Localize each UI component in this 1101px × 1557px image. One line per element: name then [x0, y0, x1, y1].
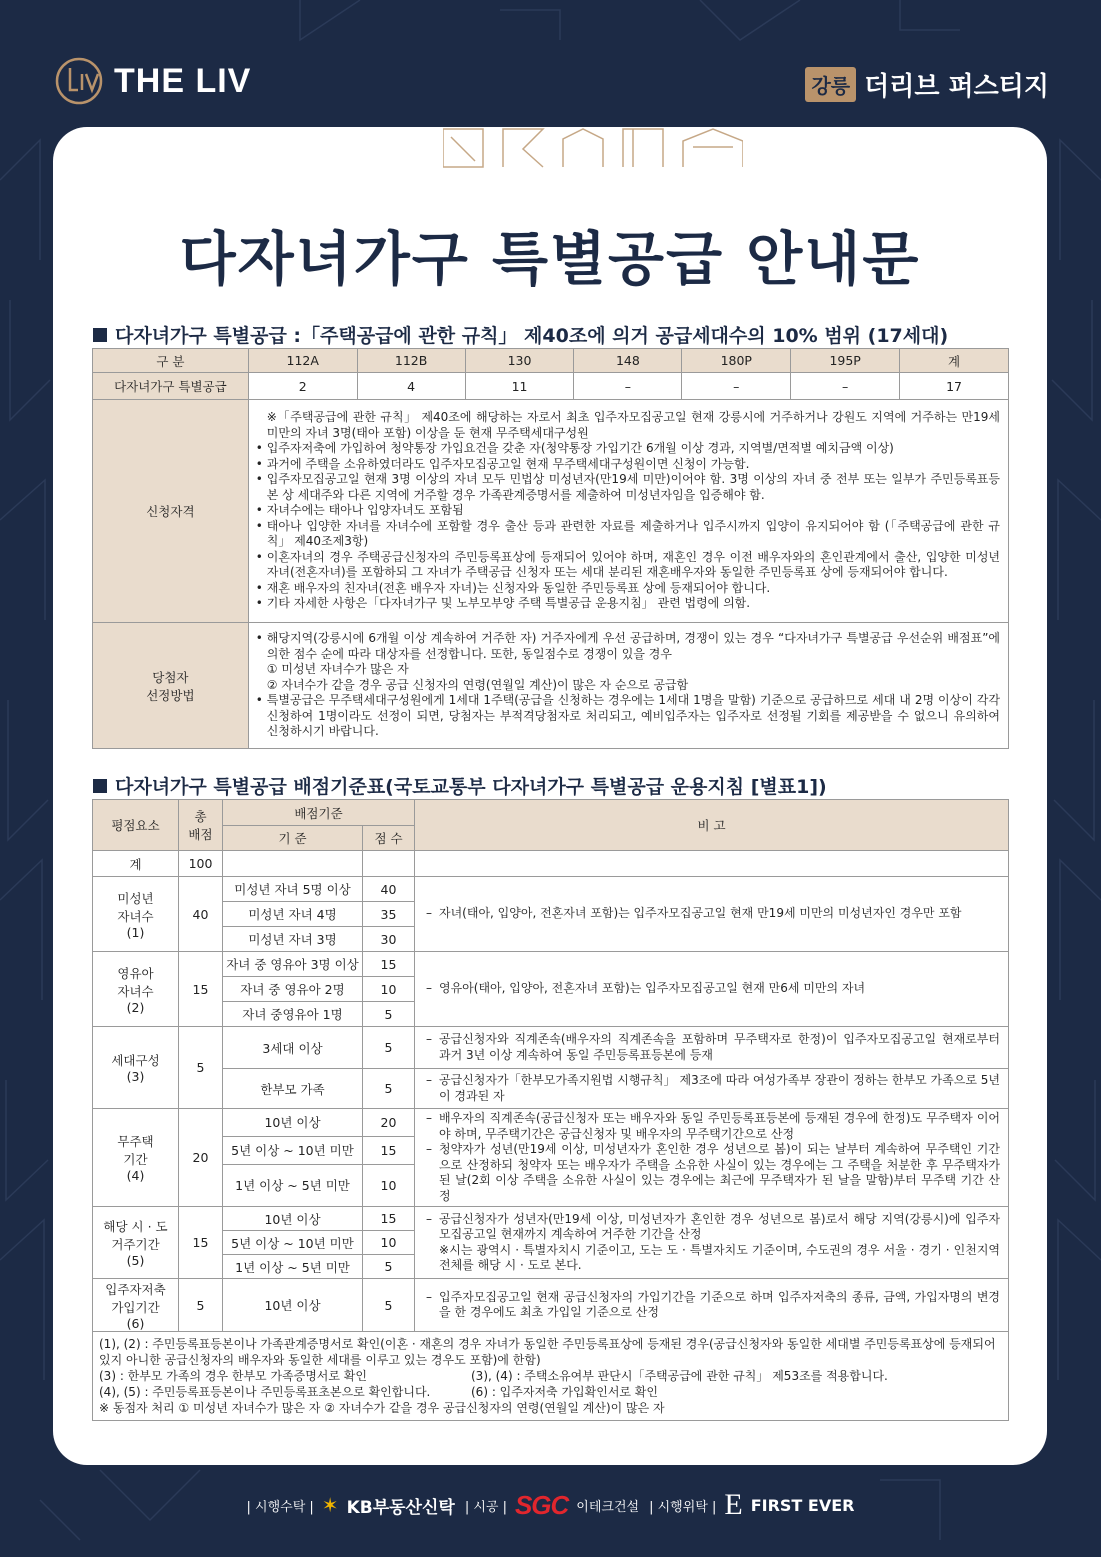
qualification-row [93, 400, 1009, 623]
notice-card [53, 127, 1047, 1465]
winner-subitem: ① 미성년 자녀수가 많은 자 [266, 662, 409, 677]
criteria-text: 미성년 자녀 5명 이상 [223, 877, 363, 902]
winner-label [93, 623, 249, 749]
note-line: – 영유아(태아, 입양아, 전혼자녀 포함)는 입주자모집공고일 현재 만6세 미만의 자녀 [439, 981, 1000, 997]
supply-count-row [93, 373, 1009, 400]
footnote: (6) : 입주자저축 가입확인서로 확인 [471, 1385, 658, 1399]
footer-credits [0, 1488, 1101, 1522]
factor-label-line: (3) [126, 1069, 145, 1084]
developer-credit [649, 1488, 854, 1522]
table-row [93, 952, 1009, 977]
note-line: – 자녀(태아, 입양아, 전혼자녀 포함)는 입주자모집공고일 현재 만19세 미만의 미성년자인 경우만 포함 [439, 906, 1000, 922]
factor-label-line: 거주기간 [111, 1237, 160, 1252]
criteria-score: 15 [363, 952, 415, 977]
sgc-logo: SGC [514, 1489, 569, 1520]
criteria-text: 3세대 이상 [223, 1027, 363, 1069]
dev-label: | 시행위탁 | [649, 1499, 717, 1515]
criteria-text: 자녀 중영유아 1명 [223, 1002, 363, 1027]
footnotes [93, 1332, 1009, 1421]
row-label: 다자녀가구 특별공급 [93, 373, 249, 400]
criteria-score: 10 [363, 1164, 415, 1206]
cell-148: – [574, 373, 682, 400]
project-brand [805, 66, 1049, 103]
factor-label [93, 1279, 179, 1332]
factor-note [415, 1279, 1009, 1332]
col-header: 구 분 [93, 349, 249, 373]
section2-heading-text: 다자녀가구 특별공급 배점기준표(국토교통부 다자녀가구 특별공급 운용지침 [별표1]) [115, 776, 827, 798]
factor-note [415, 1109, 1009, 1207]
col-header: 180P [682, 349, 791, 373]
qualification-item: • 재혼 배우자의 친자녀(전혼 배우자 자녀)는 신청자와 동일한 주민등록표 상에 등재되어야 합니다. [267, 581, 1000, 597]
section1-heading-text: 다자녀가구 특별공급 :「주택공급에 관한 규칙」 제40조에 의거 공급세대수의 10% 범위 (17세대) [115, 325, 949, 347]
qualification-item: • 과거에 주택을 소유하였더라도 입주자모집공고일 현재 무주택세대구성원이면 신청이 가능함. [267, 457, 1000, 473]
header-total-line: 총 [194, 809, 207, 824]
criteria-text: 5년 이상 ~ 10년 미만 [223, 1231, 363, 1255]
kb-logo-text: KB부동산신탁 [346, 1497, 455, 1518]
footnote: (1), (2) : 주민등록표등본이나 가족관계증명서로 확인(이혼 · 재혼의 경우 자녀가 동일한 주민등록표상에 등재된 경우(공급신청자와 동일한 세대별 주민등록표상에 등재되어 있지 아니한 공급신청자의 배우자와 동일한 세대를 이루고 있는 경우도 포함)에 한함) [99, 1337, 996, 1367]
header-standard: 기 준 [223, 826, 363, 851]
criteria-text: 자녀 중 영유아 2명 [223, 977, 363, 1002]
cell-112b: 4 [357, 373, 465, 400]
cell-130: 11 [465, 373, 574, 400]
score-table [92, 799, 1009, 1421]
header-total-line: 배점 [188, 827, 213, 842]
factor-label-line: 해당 시 · 도 [103, 1219, 168, 1234]
qualification-item: • 태아나 입양한 자녀를 자녀수에 포함할 경우 출산 등과 관련한 자료를 제출하거나 입주시까지 입양이 유지되어야 함 (「주택공급에 관한 규칙」 제40조제3항) [267, 519, 1000, 550]
factor-label-line: 자녀수 [117, 908, 154, 924]
factor-label-line: 자녀수 [117, 983, 154, 999]
section1-heading [93, 321, 948, 348]
footnote: (3), (4) : 주택소유여부 판단시「주택공급에 관한 규칙」 제53조를 적용합니다. [471, 1369, 888, 1383]
factor-label [93, 1027, 179, 1109]
table-row [93, 1279, 1009, 1332]
criteria-score: 15 [363, 1207, 415, 1231]
criteria-text: 1년 이상 ~ 5년 미만 [223, 1164, 363, 1206]
criteria-score: 10 [363, 1231, 415, 1255]
note-line: – 공급신청자가 성년자(만19세 이상, 미성년자가 혼인한 경우 성년으로 봄)로서 해당 지역(강릉시)에 입주자모집공고일 현재까지 계속하여 거주한 기간을 산정 [439, 1212, 1000, 1243]
builder-credit [465, 1490, 639, 1521]
the-liv-logo [54, 56, 251, 106]
note-line: – 배우자의 직계존속(공급신청자 또는 배우자와 동일 주민등록표등본에 등재된 경우에 한정)도 무주택자 이어야 하며, 무주택기간은 공급신청자 및 배우자의 무주택기간으로 산정 [439, 1111, 1000, 1142]
factor-note [415, 1027, 1009, 1069]
criteria-text: 미성년 자녀 4명 [223, 902, 363, 927]
factor-label [93, 877, 179, 952]
criteria-text: 한부모 가족 [223, 1069, 363, 1109]
factor-label [93, 952, 179, 1027]
qualification-item: • 자녀수에는 태아나 입양자녀도 포함됨 [267, 503, 1000, 519]
factor-label-line: 기간 [123, 1152, 148, 1167]
score-header-row [93, 800, 1009, 826]
supply-header-row [93, 349, 1009, 373]
qualification-item: • 입주자모집공고일 현재 3명 이상의 자녀 모두 민법상 미성년자(만19세 미만)이어야 함. 3명 이상의 자녀 중 전부 또는 일부가 주민등록표등본 상 세대주와 다른 지역에 거주할 경우 가족관계증명서를 제출하여 미성년자임을 입증해야 함. [267, 472, 1000, 503]
criteria-text: 1년 이상 ~ 5년 미만 [223, 1255, 363, 1279]
factor-label-line: (6) [126, 1315, 145, 1331]
empty-cell [223, 851, 363, 877]
header-note: 비 고 [415, 800, 1009, 851]
factor-label-line: (5) [126, 1253, 145, 1268]
kb-star-icon: ✶ [321, 1493, 339, 1517]
note-line: – 공급신청자가「한부모가족지원법 시행규칙」 제3조에 따라 여성가족부 장관이 정하는 한부모 가족으로 5년이 경과된 자 [439, 1073, 1000, 1104]
factor-note [415, 1207, 1009, 1279]
col-header: 112B [357, 349, 465, 373]
footnote: (4), (5) : 주민등록표등본이나 주민등록표초본으로 확인합니다. [99, 1385, 431, 1399]
factor-note [415, 877, 1009, 952]
note-line: – 청약자가 성년(만19세 이상, 미성년자가 혼인한 경우 성년으로 봄)이 되는 날부터 계속하여 무주택인 기간으로 산정하되 청약자 또는 배우자가 주택을 소유한 사실이 있는 경우에는 그 주택을 처분한 후 무주택자가 된 날(2회 이상 주택을 소유한 사실이 있는 경우에는 최근에 무주택자가 된 날을 말함)부터 무주택 기간 산정 [439, 1142, 1000, 1204]
factor-label-line: (1) [126, 924, 145, 940]
factor-label-line: 무주택 [117, 1134, 154, 1149]
criteria-score: 30 [363, 927, 415, 952]
footnote-row [93, 1332, 1009, 1421]
footnote: (3) : 한부모 가족의 경우 한부모 가족증명서로 확인 [99, 1369, 367, 1383]
qualification-item: • 이혼자녀의 경우 주택공급신청자의 주민등록표상에 등재되어 있어야 하며, 재혼인 경우 이전 배우자와의 혼인관계에서 출산, 입양한 미성년자녀(전혼자녀)를 포함하되 그 자녀가 주택공급 신청자 또는 세대 분리된 재혼배우자와 동일한 주민등록표 상에 등재되어야 합니다. [267, 550, 1000, 581]
factor-label-line: 입주자저축 [105, 1281, 166, 1297]
brand-city-badge: 강릉 [805, 67, 856, 102]
first-ever-logo-text: FIRST EVER [750, 1495, 855, 1515]
note-line: ※시는 광역시 · 특별자치시 기준이고, 도는 도 · 특별자치도 기준이며, 수도권의 경우 서울 · 경기 · 인천지역 전체를 해당 시 · 도로 본다. [439, 1242, 1000, 1272]
qualification-label: 신청자격 [93, 400, 249, 623]
factor-note [415, 952, 1009, 1027]
brand-name: 더리브 퍼스티지 [864, 72, 1049, 102]
total-label: 계 [93, 851, 179, 877]
liv-emblem-icon [54, 56, 104, 106]
criteria-score: 5 [363, 1069, 415, 1109]
factor-label-line: 가입기간 [111, 1299, 160, 1315]
qualification-note: ※「주택공급에 관한 규칙」 제40조에 해당하는 자로서 최초 입주자모집공고일 현재 강릉시에 거주하거나 강원도 지역에 거주하는 만19세 미만의 자녀 3명(태아 포함) 이상을 둔 현재 무주택세대구성원 [266, 410, 1000, 440]
factor-points: 15 [179, 952, 223, 1027]
square-bullet-icon [93, 328, 107, 342]
criteria-text: 10년 이상 [223, 1207, 363, 1231]
criteria-score: 35 [363, 902, 415, 927]
criteria-text: 10년 이상 [223, 1279, 363, 1332]
header-score: 점 수 [363, 826, 415, 851]
winner-item: • 해당지역(강릉시에 6개월 이상 계속하여 거주한 자) 거주자에게 우선 공급하며, 경쟁이 있는 경우 “다자녀가구 특별공급 우선순위 배점표”에 의한 점수 순에 따라 대상자를 선정합니다. 또한, 동일점수로 경쟁이 있을 경우 [267, 631, 1000, 662]
square-bullet-icon [93, 779, 107, 793]
building-outline-ornament [443, 127, 743, 169]
cell-112a: 2 [248, 373, 357, 400]
factor-points: 40 [179, 877, 223, 952]
footnote-pair [99, 1368, 1002, 1384]
footnote-pair [99, 1384, 1002, 1400]
winner-label-line: 선정방법 [146, 687, 195, 703]
table-row [93, 877, 1009, 902]
cell-180p: – [682, 373, 791, 400]
factor-points: 20 [179, 1109, 223, 1207]
factor-label [93, 1207, 179, 1279]
trust-label: | 시행수탁 | [246, 1499, 314, 1515]
factor-label-line: (4) [126, 1168, 145, 1183]
factor-label-line: 영유아 [117, 965, 154, 981]
build-label: | 시공 | [464, 1499, 507, 1515]
criteria-text: 미성년 자녀 3명 [223, 927, 363, 952]
score-total-row [93, 851, 1009, 877]
factor-points: 5 [179, 1027, 223, 1109]
winner-row [93, 623, 1009, 749]
header-criteria: 배점기준 [223, 800, 415, 826]
criteria-score: 40 [363, 877, 415, 902]
qualification-content [248, 400, 1008, 623]
factor-label-line: 세대구성 [111, 1053, 160, 1068]
factor-points: 5 [179, 1279, 223, 1332]
winner-label-line: 당첨자 [152, 669, 189, 685]
factor-label-line: (2) [126, 999, 145, 1015]
criteria-score: 5 [363, 1027, 415, 1069]
build-company: 이테크건설 [576, 1499, 640, 1515]
criteria-score: 5 [363, 1279, 415, 1332]
table-row [93, 1027, 1009, 1069]
table-row [93, 1069, 1009, 1109]
factor-label-line: 미성년 [117, 890, 154, 906]
page-title: 다자녀가구 특별공급 안내문 [179, 225, 921, 293]
note-line: – 입주자모집공고일 현재 공급신청자의 가입기간을 기준으로 하며 입주자저축의 종류, 금액, 가입자명의 변경을 한 경우에도 최초 가입일 기준으로 산정 [439, 1290, 1000, 1321]
first-ever-mark-icon: E [724, 1488, 743, 1521]
winner-item: • 특별공급은 무주택세대구성원에게 1세대 1주택(공급을 신청하는 경우에는 1세대 1명을 말함) 기준으로 공급하므로 세대 내 2명 이상이 각각 신청하여 1명이라도 선정이 되면, 당첨자는 부적격당첨자로 처리되고, 예비입주자는 입주자로 선정될 기회를 제공받을 수 없으니 유의하여 신청하시기 바랍니다. [267, 693, 1000, 740]
winner-content [248, 623, 1008, 749]
factor-label [93, 1109, 179, 1207]
qualification-item: • 입주자저축에 가입하여 청약통장 가입요건을 갖춘 자(청약통장 가입기간 6개월 이상 경과, 지역별/면적별 예치금액 이상) [267, 441, 1000, 457]
header-factor: 평점요소 [93, 800, 179, 851]
col-header: 112A [248, 349, 357, 373]
header-total-points [179, 800, 223, 851]
supply-table [92, 348, 1009, 749]
criteria-score: 20 [363, 1109, 415, 1137]
criteria-score: 5 [363, 1002, 415, 1027]
empty-cell [415, 851, 1009, 877]
factor-points: 15 [179, 1207, 223, 1279]
criteria-text: 자녀 중 영유아 3명 이상 [223, 952, 363, 977]
criteria-score: 15 [363, 1136, 415, 1164]
empty-cell [363, 851, 415, 877]
factor-note [415, 1069, 1009, 1109]
table-row [93, 1207, 1009, 1231]
col-header: 195P [791, 349, 900, 373]
col-header: 148 [574, 349, 682, 373]
criteria-score: 5 [363, 1255, 415, 1279]
criteria-text: 5년 이상 ~ 10년 미만 [223, 1136, 363, 1164]
total-value: 100 [179, 851, 223, 877]
col-header: 130 [465, 349, 574, 373]
winner-subitem: ② 자녀수가 같을 경우 공급 신청자의 연령(연월일 계산)이 많은 자 순으로 공급함 [266, 677, 689, 692]
section2-heading [93, 772, 827, 799]
footnote: ※ 동점자 처리 ① 미성년 자녀수가 많은 자 ② 자녀수가 같을 경우 공급신청자의 연령(연월일 계산)이 많은 자 [99, 1401, 665, 1415]
criteria-score: 10 [363, 977, 415, 1002]
col-header: 계 [900, 349, 1009, 373]
note-line: – 공급신청자와 직계존속(배우자의 직계존속을 포함하며 무주택자로 한정)이 입주자모집공고일 현재로부터 과거 3년 이상 계속하여 동일 주민등록표등본에 등재 [439, 1032, 1000, 1063]
cell-total: 17 [900, 373, 1009, 400]
trust-credit [247, 1493, 455, 1518]
table-row [93, 1109, 1009, 1137]
criteria-text: 10년 이상 [223, 1109, 363, 1137]
qualification-item: • 기타 자세한 사항은「다자녀가구 및 노부모부양 주택 특별공급 운용지침」 관련 법령에 의함. [267, 596, 1000, 612]
cell-195p: – [791, 373, 900, 400]
logo-text: THE LIV [114, 61, 252, 100]
